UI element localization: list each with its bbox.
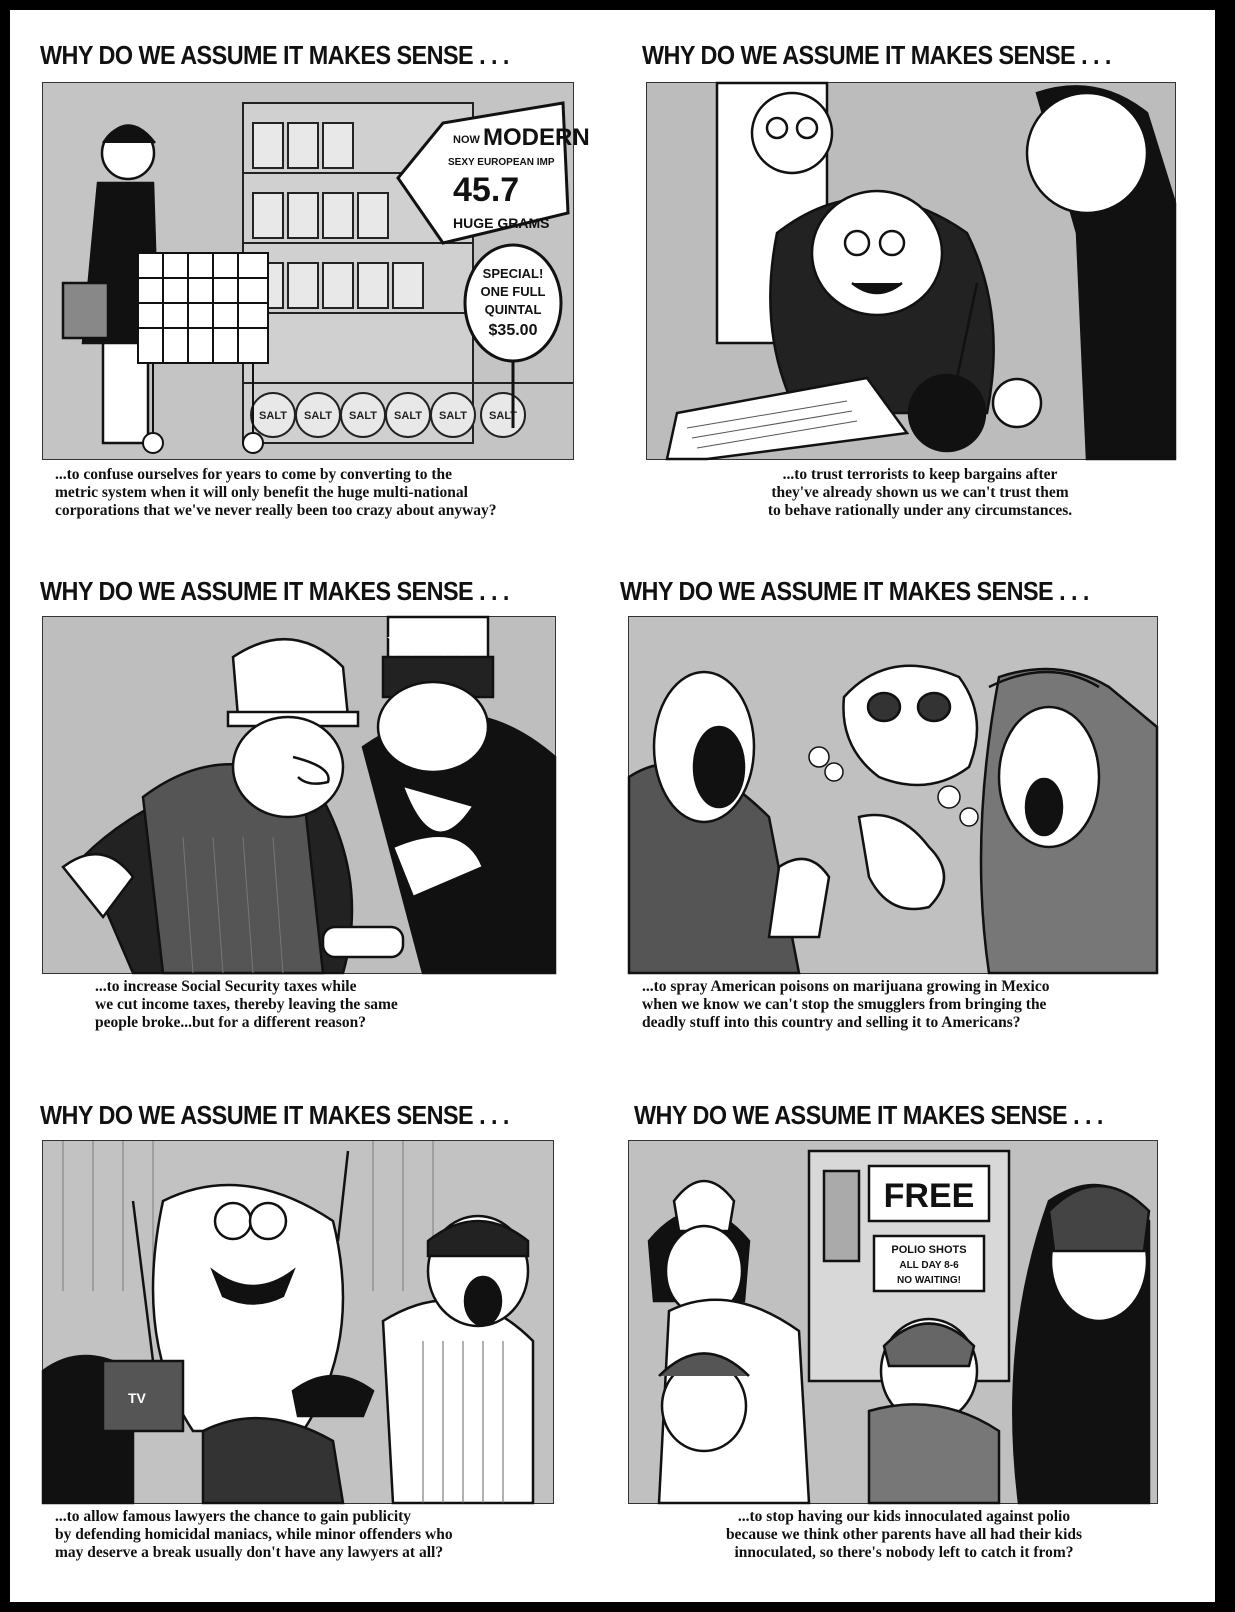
cartoon-terrorist-illustration	[646, 82, 1176, 460]
polio-notice-line: ALL DAY 8-6	[899, 1260, 959, 1271]
cartoon-polio-clinic-illustration	[628, 1140, 1158, 1504]
polio-notice-line: NO WAITING!	[897, 1275, 961, 1286]
polio-notice-line: POLIO SHOTS	[891, 1244, 967, 1256]
tv-camera-label: TV	[128, 1390, 146, 1406]
panel-heading: WHY DO WE ASSUME IT MAKES SENSE . . .	[40, 40, 509, 70]
panel-polio	[634, 1100, 1194, 1590]
panel-heading: WHY DO WE ASSUME IT MAKES SENSE . . .	[620, 576, 1089, 606]
salt-can-label: SALT	[489, 410, 517, 422]
panel-caption: ...to spray American poisons on marijuana growing in Mexico when we know we can't stop the smugglers from bringing the deadly stuff into this country and selling it to Americans?	[642, 978, 1050, 1031]
salt-can-label: SALT	[394, 410, 422, 422]
cartoon-marijuana-smoke-illustration	[628, 616, 1158, 974]
panel-heading: WHY DO WE ASSUME IT MAKES SENSE . . .	[642, 40, 1111, 70]
free-sign-text: FREE	[883, 1177, 975, 1215]
lawyer-publicity-drawing	[43, 1141, 553, 1503]
panel-heading: WHY DO WE ASSUME IT MAKES SENSE . . .	[40, 576, 509, 606]
svg-text:45.7: 45.7	[453, 171, 520, 209]
panel-caption: ...to stop having our kids innoculated against polio because we think other parents have all had their kids innoculated, so there's nobody left to catch it from?	[725, 1508, 1083, 1561]
panel-terrorists	[642, 40, 1182, 519]
svg-text:SEXY EUROPEAN IMP: SEXY EUROPEAN IMP	[448, 157, 555, 168]
salt-can-label: SALT	[349, 410, 377, 422]
salt-can-label: SALT	[304, 410, 332, 422]
svg-text:MODERN: MODERN	[483, 124, 590, 151]
supermarket-drawing	[43, 83, 590, 459]
panel-lawyers	[40, 1100, 580, 1590]
panel-heading: WHY DO WE ASSUME IT MAKES SENSE . . .	[634, 1100, 1103, 1130]
svg-text:ONE FULL: ONE FULL	[480, 284, 546, 299]
polio-clinic-drawing	[629, 1141, 1157, 1503]
marijuana-smoke-drawing	[629, 617, 1157, 973]
panel-caption: ...to trust terrorists to keep bargains after they've already shown us we can't trust them to behave rationally under any circumstances.	[767, 466, 1073, 519]
terrorist-drawing	[647, 83, 1175, 459]
salt-can-label: SALT	[439, 410, 467, 422]
svg-text:SPECIAL!: SPECIAL!	[482, 266, 544, 281]
panel-heading: WHY DO WE ASSUME IT MAKES SENSE . . .	[40, 1100, 509, 1130]
panel-marijuana	[620, 576, 1180, 1046]
svg-text:$35.00: $35.00	[488, 322, 538, 339]
cartoon-lawyer-publicity-illustration	[42, 1140, 554, 1504]
panel-caption: ...to increase Social Security taxes while we cut income taxes, thereby leaving the same people broke...but for a different reason?	[95, 978, 398, 1031]
panel-caption: ...to allow famous lawyers the chance to gain publicity by defending homicidal maniacs, while minor offenders who may deserve a break usually don't have any lawyers at all?	[55, 1508, 453, 1561]
svg-text:NOW: NOW	[453, 134, 480, 146]
panel-caption: ...to confuse ourselves for years to come by converting to the metric system when it will only benefit the huge multi-national corporations that we've never really been too crazy about anyway?	[55, 466, 497, 519]
panel-social-security	[40, 576, 580, 1046]
panel-metric	[40, 40, 590, 519]
salt-can-label: SALT	[259, 410, 287, 422]
svg-text:HUGE GRAMS: HUGE GRAMS	[453, 215, 550, 231]
cartoon-supermarket-illustration	[42, 82, 590, 460]
uncle-sam-drawing	[43, 617, 555, 973]
cartoon-uncle-sam-illustration	[42, 616, 556, 974]
magazine-page	[10, 10, 1215, 1602]
svg-text:QUINTAL: QUINTAL	[484, 302, 542, 317]
